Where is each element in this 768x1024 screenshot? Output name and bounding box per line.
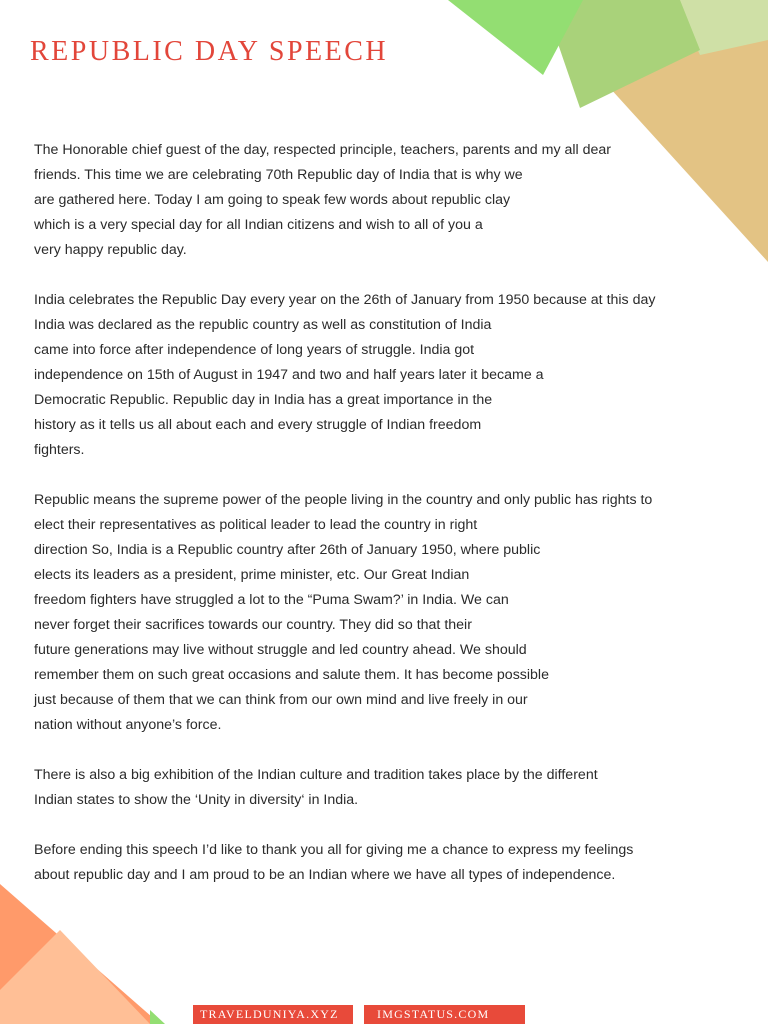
text-line: future generations may live without struggle and led country ahead. We should — [34, 642, 527, 658]
paragraph — [34, 488, 734, 738]
footer — [0, 1005, 768, 1024]
text-line: India was declared as the republic country as well as constitution of India — [34, 317, 492, 333]
text-line: very happy republic day. — [34, 242, 187, 258]
paragraph — [34, 288, 734, 463]
footer-tag-imgstatus[interactable]: IMGSTATUS.COM — [364, 1005, 525, 1024]
text-line: independence on 15th of August in 1947 and two and half years later it became a — [34, 367, 544, 383]
text-line: fighters. — [34, 442, 85, 458]
text-line: freedom fighters have struggled a lot to the “Puma Swam?’ in India. We can — [34, 592, 509, 608]
deco-green-triangle — [448, 0, 583, 75]
text-line: nation without anyone’s force. — [34, 717, 222, 733]
footer-tag-travelduniya[interactable]: TRAVELDUNIYA.XYZ — [193, 1005, 353, 1024]
text-line: friends. This time we are celebrating 70th Republic day of India that is why we — [34, 167, 523, 183]
text-line: are gathered here. Today I am going to speak few words about republic clay — [34, 192, 511, 208]
text-line: Before ending this speech I’d like to thank you all for giving me a chance to express my feelings — [34, 842, 634, 858]
speech-body — [34, 138, 734, 913]
text-line: India celebrates the Republic Day every year on the 26th of January from 1950 because at this day — [34, 292, 656, 308]
text-line: remember them on such great occasions and salute them. It has become possible — [34, 667, 549, 683]
text-line: history as it tells us all about each and every struggle of Indian freedom — [34, 417, 482, 433]
paragraph — [34, 138, 734, 263]
text-line: about republic day and I am proud to be an Indian where we have all types of independence. — [34, 867, 616, 883]
text-line: There is also a big exhibition of the Indian culture and tradition takes place by the different — [34, 767, 598, 783]
text-line: just because of them that we can think from our own mind and live freely in our — [34, 692, 528, 708]
text-line: The Honorable chief guest of the day, respected principle, teachers, parents and my all dear — [34, 142, 612, 158]
text-line: Republic means the supreme power of the people living in the country and only public has rights to — [34, 492, 653, 508]
text-line: never forget their sacrifices towards our country. They did so that their — [34, 617, 472, 633]
page-title: REPUBLIC DAY SPEECH — [30, 36, 389, 67]
text-line: Indian states to show the ‘Unity in diversity‘ in India. — [34, 792, 359, 808]
text-line: came into force after independence of long years of struggle. India got — [34, 342, 475, 358]
paragraph — [34, 763, 734, 813]
text-line: direction So, India is a Republic country after 26th of January 1950, where public — [34, 542, 541, 558]
text-line: elect their representatives as political leader to lead the country in right — [34, 517, 478, 533]
text-line: which is a very special day for all Indian citizens and wish to all of you a — [34, 217, 483, 233]
paragraph — [34, 838, 734, 888]
text-line: elects its leaders as a president, prime minister, etc. Our Great Indian — [34, 567, 470, 583]
text-line: Democratic Republic. Republic day in India has a great importance in the — [34, 392, 493, 408]
